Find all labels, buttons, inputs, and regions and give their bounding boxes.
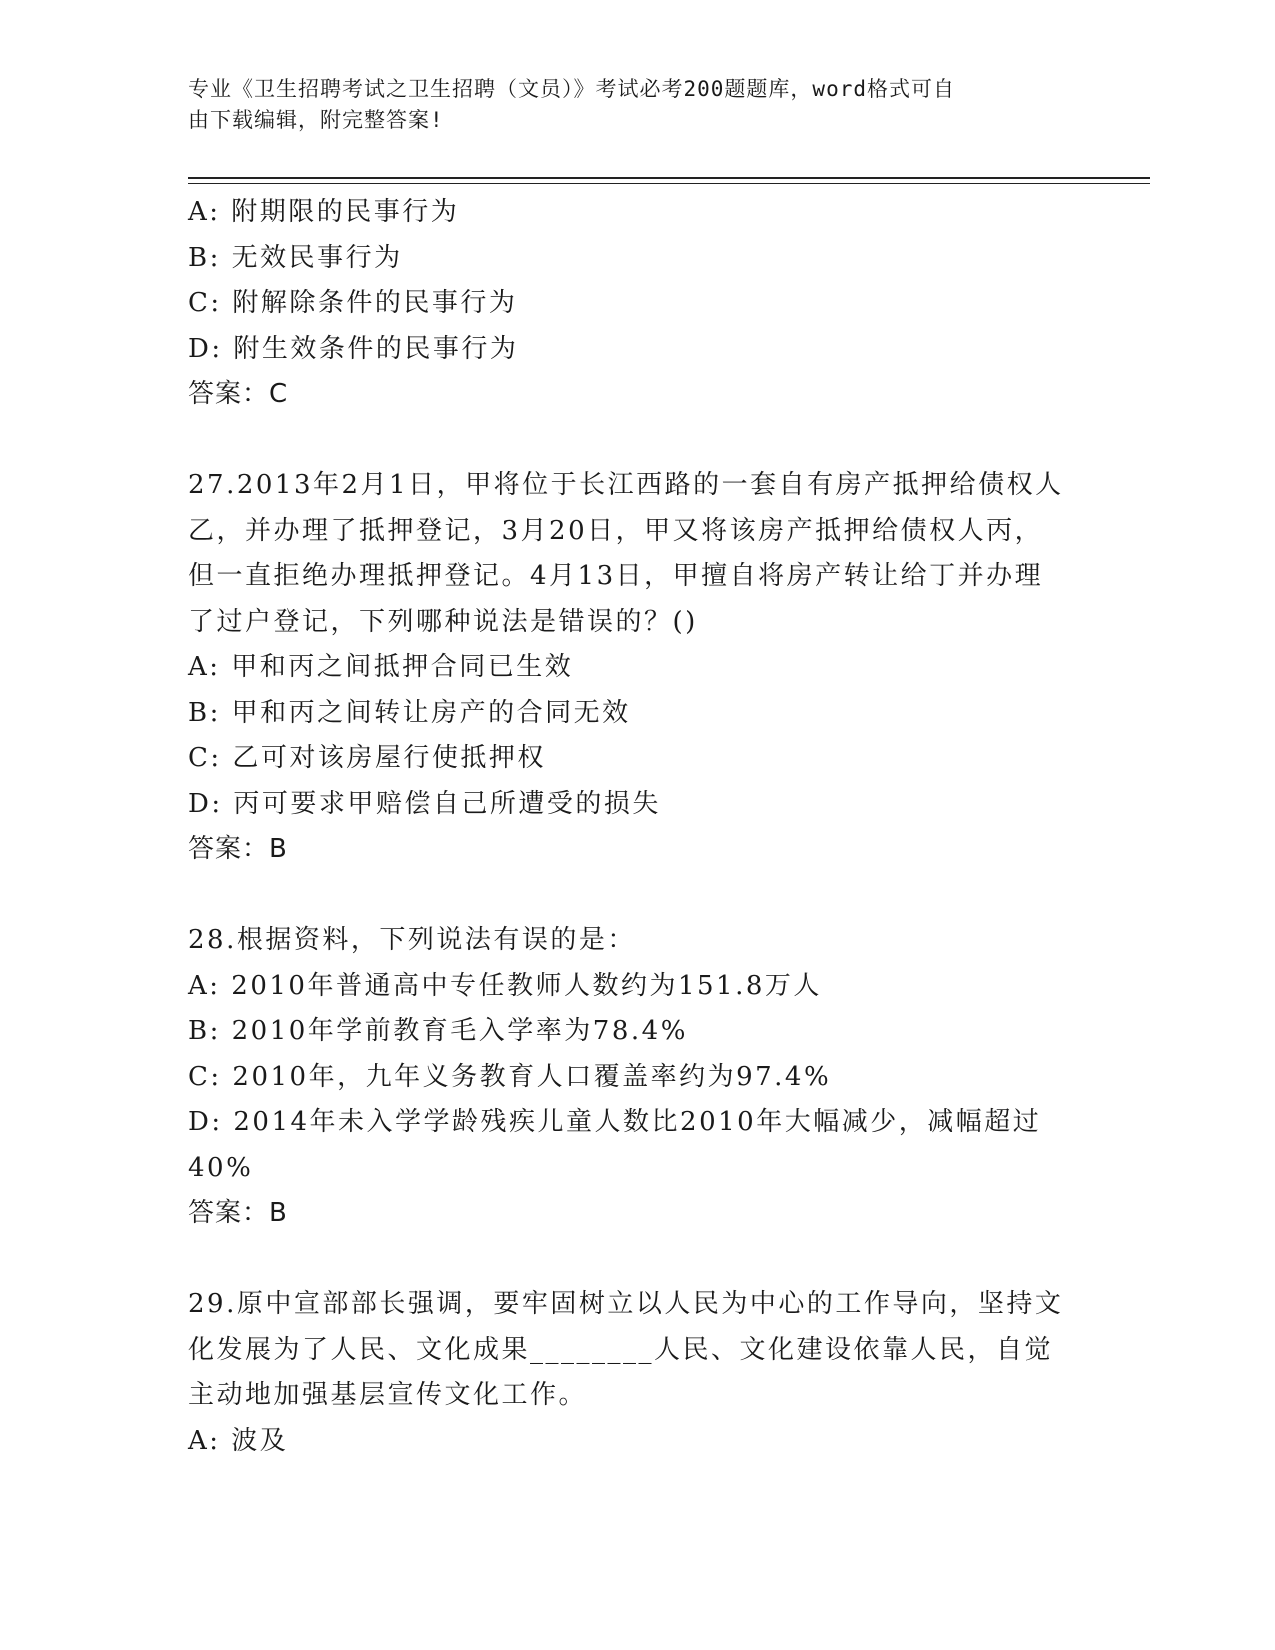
option-a: A: 附期限的民事行为 xyxy=(188,197,460,227)
question-29 xyxy=(188,1282,1088,1464)
option-c: C: 2010年，九年义务教育人口覆盖率约为97.4% xyxy=(188,1061,832,1092)
question-stem-line: 乙，并办理了抵押登记，3月20日，甲又将该房产抵押给债权人丙， xyxy=(188,515,1044,546)
document-header xyxy=(188,74,1068,136)
option-a: A: 波及 xyxy=(188,1425,289,1456)
option-d: D: 附生效条件的民事行为 xyxy=(188,333,519,364)
spacer xyxy=(188,873,1088,919)
question-26 xyxy=(188,190,1088,418)
answer: 答案：B xyxy=(188,834,288,864)
spacer xyxy=(188,1237,1088,1283)
option-d: D: 丙可要求甲赔偿自己所遭受的损失 xyxy=(188,788,661,819)
option-a: A: 甲和丙之间抵押合同已生效 xyxy=(188,652,574,682)
option-b: B: 2010年学前教育毛入学率为78.4% xyxy=(188,1016,688,1046)
option-b: B: 甲和丙之间转让房产的合同无效 xyxy=(188,697,631,728)
option-d: D: 2014年未入学学龄残疾儿童人数比2010年大幅减少，减幅超过 xyxy=(188,1107,1042,1137)
answer: 答案：B xyxy=(188,1198,288,1228)
header-rule-thin xyxy=(188,183,1150,184)
option-b: B: 无效民事行为 xyxy=(188,242,403,273)
question-content xyxy=(188,190,1088,1464)
header-title-line-2: 由下载编辑，附完整答案! xyxy=(188,108,444,132)
answer: 答案：C xyxy=(188,379,289,409)
option-c: C: 附解除条件的民事行为 xyxy=(188,288,518,318)
question-stem-line: 主动地加强基层宣传文化工作。 xyxy=(188,1380,588,1410)
option-d-continuation: 40% xyxy=(188,1152,254,1183)
option-c: C: 乙可对该房屋行使抵押权 xyxy=(188,743,546,773)
question-28 xyxy=(188,918,1088,1237)
question-stem-line: 28.根据资料，下列说法有误的是： xyxy=(188,925,636,955)
question-27 xyxy=(188,463,1088,873)
question-stem-line: 化发展为了人民、文化成果________人民、文化建设依靠人民，自觉 xyxy=(188,1334,1054,1365)
spacer xyxy=(188,418,1088,464)
header-rule-thick xyxy=(188,177,1150,179)
question-stem-line: 29.原中宣部部长强调，要牢固树立以人民为中心的工作导向，坚持文 xyxy=(188,1289,1064,1319)
question-stem-line: 但一直拒绝办理抵押登记。4月13日，甲擅自将房产转让给丁并办理 xyxy=(188,561,1044,591)
option-a: A: 2010年普通高中专任教师人数约为151.8万人 xyxy=(188,970,822,1001)
header-title-line-1: 专业《卫生招聘考试之卫生招聘（文员）》考试必考200题题库，word格式可自 xyxy=(188,77,955,101)
question-stem-line: 27.2013年2月1日，甲将位于长江西路的一套自有房产抵押给债权人 xyxy=(188,470,1064,500)
question-stem-line: 了过户登记，下列哪种说法是错误的？() xyxy=(188,606,698,637)
